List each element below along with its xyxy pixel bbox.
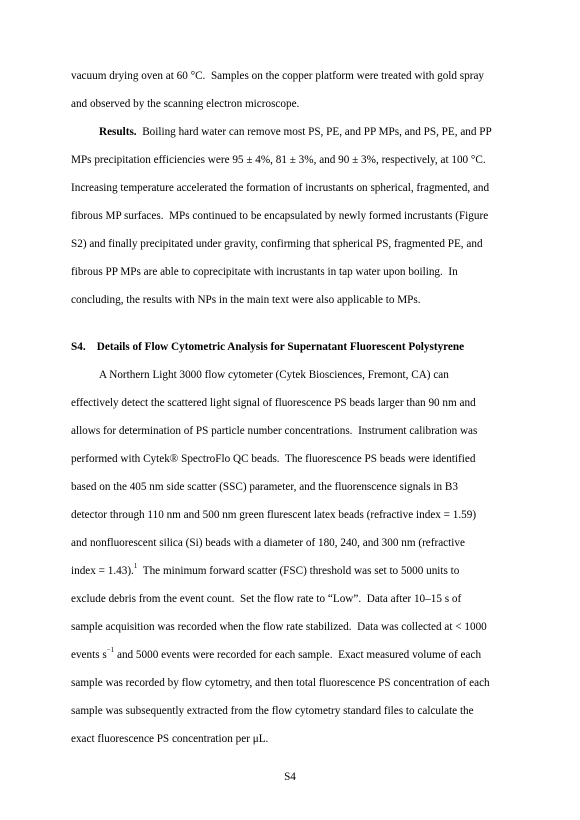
text-line: exact fluorescence PS concentration per μL. <box>71 733 269 745</box>
text-line: based on the 405 nm side scatter (SSC) parameter, and the fluorenscence signals in B3 <box>71 481 458 493</box>
text-line: sample was recorded by flow cytometry, and then total fluorescence PS concentration of each <box>71 677 490 689</box>
reference-marker: 1 <box>133 562 138 571</box>
text-line: S2) and finally precipitated under gravity, confirming that spherical PS, fragmented PE, and <box>71 238 483 250</box>
text-line: sample acquisition was recorded when the flow rate stabilized. Data was collected at < 1000 <box>71 621 487 633</box>
text-line: concluding, the results with NPs in the main text were also applicable to MPs. <box>71 294 421 306</box>
text-line <box>71 648 481 662</box>
results-first-line <box>99 125 492 139</box>
text-line: performed with Cytek® SpectroFlo QC beads. The fluorescence PS beads were identified <box>71 453 476 465</box>
section-heading: S4. Details of Flow Cytometric Analysis for Supernatant Fluorescent Polystyrene <box>71 341 465 353</box>
text-line: vacuum drying oven at 60 °C. Samples on the copper platform were treated with gold spray <box>71 70 485 82</box>
text-line: detector through 110 nm and 500 nm green flurescent latex beads (refractive index = 1.59) <box>71 509 477 521</box>
text-line: MPs precipitation efficiencies were 95 ± 4%, 81 ± 3%, and 90 ± 3%, respectively, at 100 °C. <box>71 154 486 166</box>
results-heading: Results. <box>99 126 137 138</box>
text-line: fibrous MP surfaces. MPs continued to be encapsulated by newly formed incrustants (Figure <box>71 210 489 222</box>
text-line: allows for determination of PS particle number concentrations. Instrument calibration was <box>71 425 478 437</box>
text-line: Increasing temperature accelerated the formation of incrustants on spherical, fragmented, and <box>71 182 490 194</box>
text-line: sample was subsequently extracted from the flow cytometry standard files to calculate the <box>71 705 474 717</box>
text-span: Boiling hard water can remove most PS, PE, and PP MPs, and PS, PE, and PP <box>136 126 492 138</box>
text-line: effectively detect the scattered light signal of fluorescence PS beads larger than 90 nm and <box>71 397 476 409</box>
text-line <box>71 564 459 578</box>
text-line: exclude debris from the event count. Set the flow rate to “Low”. Data after 10–15 s of <box>71 593 462 605</box>
page-number: S4 <box>284 771 296 783</box>
unit-exponent: −1 <box>106 646 115 655</box>
text-span: The minimum forward scatter (FSC) threshold was set to 5000 units to <box>137 565 460 577</box>
text-line: and nonfluorescent silica (Si) beads with a diameter of 180, 240, and 300 nm (refractive <box>71 537 465 549</box>
text-line: A Northern Light 3000 flow cytometer (Cytek Biosciences, Fremont, CA) can <box>99 369 449 381</box>
text-line: and observed by the scanning electron microscope. <box>71 98 300 110</box>
text-line: fibrous PP MPs are able to coprecipitate with incrustants in tap water upon boiling. In <box>71 266 458 278</box>
text-span: events s <box>71 649 107 661</box>
text-span: index = 1.43). <box>71 565 134 577</box>
text-span: and 5000 events were recorded for each sample. Exact measured volume of each <box>114 649 482 661</box>
